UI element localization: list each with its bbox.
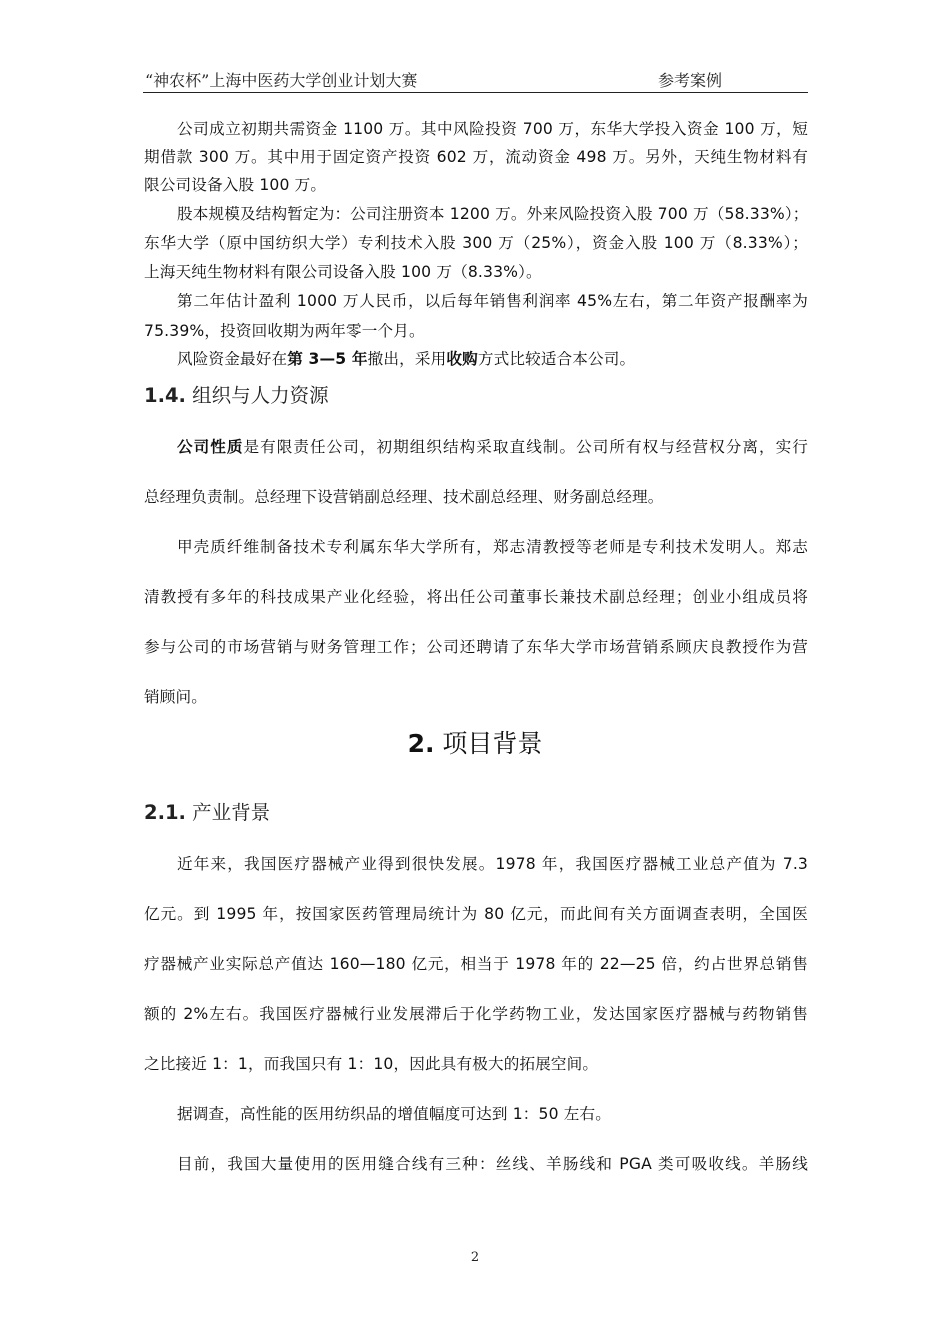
section-number: 1.4. [144,384,186,407]
paragraph-line: 销顾问。 [144,688,207,706]
paragraph-line: 据调查，高性能的医用纺织品的增值幅度可达到 1：50 左右。 [177,1105,612,1123]
paragraph-line: 目前，我国大量使用的医用缝合线有三种：丝线、羊肠线和 PGA 类可吸收线。羊肠线 [177,1155,808,1173]
paragraph-line: 限公司设备入股 100 万。 [144,176,327,194]
paragraph-line: 参与公司的市场营销与财务管理工作；公司还聘请了东华大学市场营销系顾庆良教授作为营 [144,638,808,656]
paragraph-line: 期借款 300 万。其中用于固定资产投资 602 万，流动资金 498 万。另外，天纯生物材料有 [144,148,808,166]
page-header [143,64,808,93]
paragraph-line: 之比接近 1：1，而我国只有 1：10，因此具有极大的拓展空间。 [144,1055,599,1073]
section-number: 2.1. [144,801,186,824]
paragraph-line: 股本规模及结构暂定为：公司注册资本 1200 万。外来风险投资入股 700 万（58.33%）； [177,205,809,223]
paragraph-line: 亿元。到 1995 年，按国家医药管理局统计为 80 亿元，而此间有关方面调查表明，全国医 [144,905,808,923]
header-title: “神农杯”上海中医药大学创业计划大赛 [145,71,418,90]
paragraph-line [177,436,808,458]
paragraph-line: 75.39%，投资回收期为两年零一个月。 [144,322,425,340]
paragraph-line: 额的 2%左右。我国医疗器械行业发展滞后于化学药物工业，发达国家医疗器械与药物销售 [144,1005,808,1023]
paragraph-line: 东华大学（原中国纺织大学）专利技术入股 300 万（25%），资金入股 100 万（8.33%）； [144,234,808,252]
paragraph-line: 公司成立初期共需资金 1100 万。其中风险投资 700 万，东华大学投入资金 100 万，短 [177,120,808,138]
bold-text: 第 3—5 年 [287,350,368,368]
section-heading [144,383,329,409]
text-run: 是有限责任公司，初期组织结构采取直线制。公司所有权与经营权分离，实行 [243,438,808,456]
section-title: 组织与人力资源 [192,384,329,407]
bold-text: 公司性质 [177,438,244,456]
chapter-title: 项目背景 [442,729,543,758]
header-label: 参考案例 [658,71,723,90]
chapter-heading [0,727,950,761]
section-title: 产业背景 [192,801,271,824]
paragraph-line: 近年来，我国医疗器械产业得到很快发展。1978 年，我国医疗器械工业总产值为 7.3 [177,855,808,873]
paragraph-line: 清教授有多年的科技成果产业化经验，将出任公司董事长兼技术副总经理；创业小组成员将 [144,588,808,606]
paragraph-line: 上海天纯生物材料有限公司设备入股 100 万（8.33%）。 [144,263,542,281]
text-run: 风险资金最好在 [177,350,288,368]
chapter-number: 2. [407,729,435,758]
paragraph-line: 甲壳质纤维制备技术专利属东华大学所有，郑志清教授等老师是专利技术发明人。郑志 [177,538,808,556]
text-run: 撤出，采用 [367,350,447,368]
text-run: 方式比较适合本公司。 [477,350,636,368]
section-heading [144,800,270,826]
paragraph-line: 第二年估计盈利 1000 万人民币，以后每年销售利润率 45%左右，第二年资产报酬率为 [177,292,808,310]
paragraph-line [177,348,808,370]
page-number: 2 [470,1250,480,1265]
bold-text: 收购 [446,350,478,368]
paragraph-line: 疗器械产业实际总产值达 160—180 亿元，相当于 1978 年的 22—25 倍，约占世界总销售 [144,955,808,973]
paragraph-line: 总经理负责制。总经理下设营销副总经理、技术副总经理、财务副总经理。 [144,488,664,506]
